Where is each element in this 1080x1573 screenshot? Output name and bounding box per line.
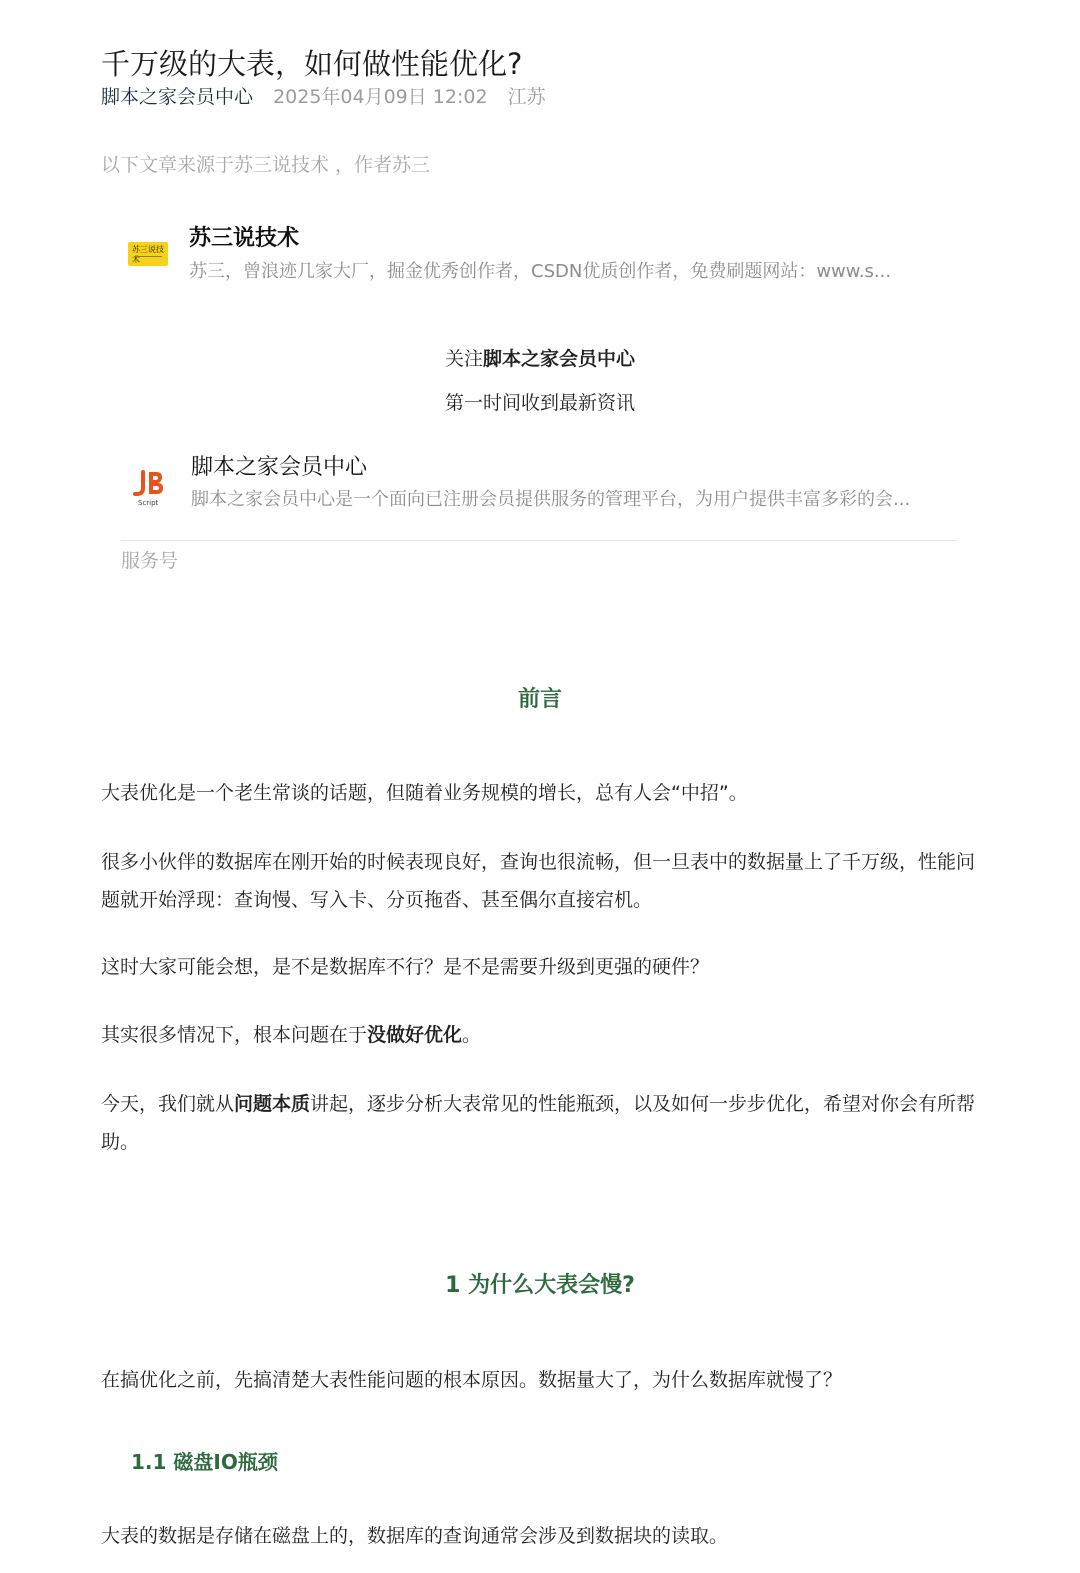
author-link[interactable]: 脚本之家会员中心 xyxy=(101,86,254,108)
account-name: 脚本之家会员中心 xyxy=(191,455,368,480)
heading-preface: 前言 xyxy=(517,687,562,712)
source-note: 以下文章来源于苏三说技术 ，作者苏三 xyxy=(101,154,431,176)
heading-why-slow: 1 为什么大表会慢? xyxy=(445,1273,635,1298)
source-account-description: 苏三，曾浪迹几家大厂，掘金优秀创作者，CSDN优质创作者，免费刷题网站：www.s... xyxy=(189,261,892,282)
paragraph-3: 这时大家可能会想，是不是数据库不行？是不是需要升级到更强的硬件？ xyxy=(101,956,710,978)
account-type-label: 服务号 xyxy=(121,550,179,572)
source-logo-text: 苏三说技术 xyxy=(132,245,164,264)
heading-disk-io: 1.1 磁盘IO瓶颈 xyxy=(131,1450,278,1474)
paragraph-2: 很多小伙伴的数据库在刚开始的时候表现良好，查询也很流畅，但一旦表中的数据量上了千万级，性能问题就开始浮现：查询慢、写入卡、分页拖沓、甚至偶尔直接宕机。 xyxy=(101,851,976,911)
follow-prefix: 关注 xyxy=(444,348,483,370)
jb-script-logo xyxy=(133,468,169,508)
article-title: 千万级的大表，如何做性能优化? xyxy=(101,47,523,82)
account-description: 脚本之家会员中心是一个面向已注册会员提供服务的管理平台，为用户提供丰富多彩的会... xyxy=(191,489,911,510)
follow-subtitle: 第一时间收到最新资讯 xyxy=(444,392,635,414)
svg-text:Script: Script xyxy=(138,499,159,507)
paragraph-5: 今天，我们就从问题本质讲起，逐步分析大表常见的性能瓶颈，以及如何一步步优化，希望对你会有所帮助。 xyxy=(101,1093,976,1153)
publish-date: 2025年04月09日 12:02 xyxy=(273,86,488,108)
paragraph-4: 其实很多情况下，根本问题在于没做好优化。 xyxy=(101,1024,482,1046)
source-account-card[interactable] xyxy=(128,220,958,294)
source-account-name: 苏三说技术 xyxy=(189,226,300,251)
article-meta xyxy=(101,82,546,112)
publish-location: 江苏 xyxy=(507,86,546,108)
paragraph-7: 大表的数据是存储在磁盘上的，数据库的查询通常会涉及到数据块的读取。 xyxy=(101,1525,729,1547)
account-card[interactable] xyxy=(121,450,958,541)
follow-account-name: 脚本之家会员中心 xyxy=(483,348,636,370)
emphasis-no-optimization: 没做好优化 xyxy=(367,1024,463,1046)
paragraph-6: 在搞优化之前，先搞清楚大表性能问题的根本原因。数据量大了，为什么数据库就慢了？ xyxy=(101,1369,843,1391)
follow-prompt xyxy=(0,344,1080,374)
source-account-logo xyxy=(128,242,168,266)
emphasis-problem-essence: 问题本质 xyxy=(234,1093,311,1115)
paragraph-1: 大表优化是一个老生常谈的话题，但随着业务规模的增长，总有人会“中招”。 xyxy=(101,782,748,804)
